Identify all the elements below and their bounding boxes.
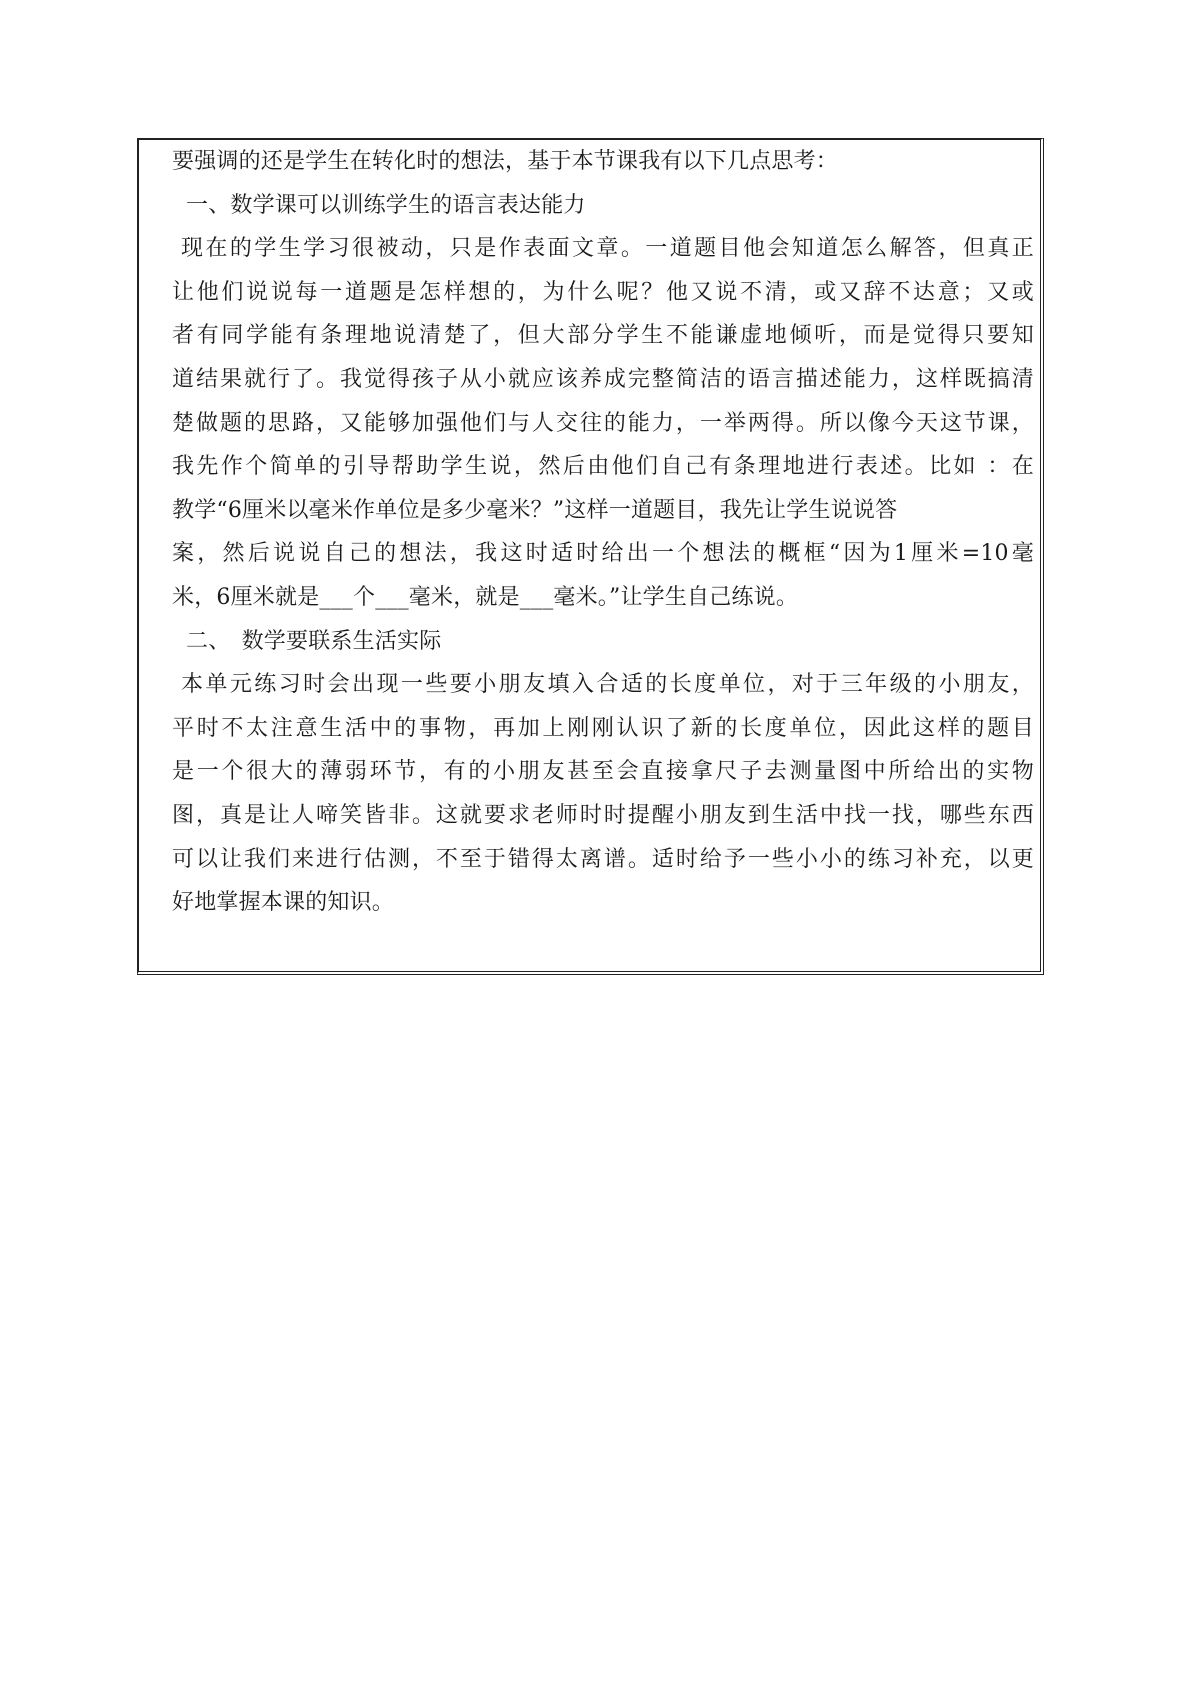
- paragraph-line: 要强调的还是学生在转化时的想法，基于本节课我有以下几点思考：: [172, 149, 839, 174]
- paragraph-line: 案，然后说说自己的想法，我这时适时给出一个想法的概框“因为1厘米=10毫: [172, 541, 1034, 567]
- paragraph-line: 米，6厘米就是___个___毫米，就是___毫米。”让学生自己练说。: [172, 584, 799, 610]
- section-heading: 一、数学课可以训练学生的语言表达能力: [186, 192, 586, 218]
- paragraph-line: 本单元练习时会出现一些要小朋友填入合适的长度单位，对于三年级的小朋友，: [181, 672, 1034, 698]
- paragraph-line: 平时不太注意生活中的事物，再加上刚刚认识了新的长度单位，因此这样的题目: [172, 715, 1034, 741]
- paragraph-line: 让他们说说每一道题是怎样想的，为什么呢？他又说不清，或又辞不达意；又或: [172, 279, 1034, 305]
- paragraph-line: 可以让我们来进行估测，不至于错得太离谱。适时给予一些小小的练习补充，以更: [172, 846, 1034, 872]
- paragraph-line: 现在的学生学习很被动，只是作表面文章。一道题目他会知道怎么解答，但真正: [181, 236, 1034, 262]
- paragraph-line: 我先作个简单的引导帮助学生说，然后由他们自己有条理地进行表述。比如 ：在: [172, 454, 1034, 480]
- paragraph-line: 道结果就行了。我觉得孩子从小就应该养成完整简洁的语言描述能力，这样既搞清: [172, 366, 1034, 392]
- paragraph-line: 楚做题的思路，又能够加强他们与人交往的能力，一举两得。所以像今天这节课，: [172, 410, 1034, 436]
- reflection-text: [172, 140, 1034, 925]
- section-heading: 二、 数学要联系生活实际: [186, 628, 442, 654]
- paragraph-line: 图，真是让人啼笑皆非。这就要求老师时时提醒小朋友到生活中找一找，哪些东西: [172, 802, 1034, 828]
- paragraph-line: 是一个很大的薄弱环节，有的小朋友甚至会直接拿尺子去测量图中所给出的实物: [172, 759, 1034, 785]
- paragraph-line: 教学“6厘米以毫米作单位是多少毫米？”这样一道题目，我先让学生说说答: [172, 497, 898, 523]
- paragraph-line: 者有同学能有条理地说清楚了，但大部分学生不能谦虚地倾听，而是觉得只要知: [172, 323, 1034, 349]
- paragraph-line: 好地掌握本课的知识。: [172, 890, 395, 916]
